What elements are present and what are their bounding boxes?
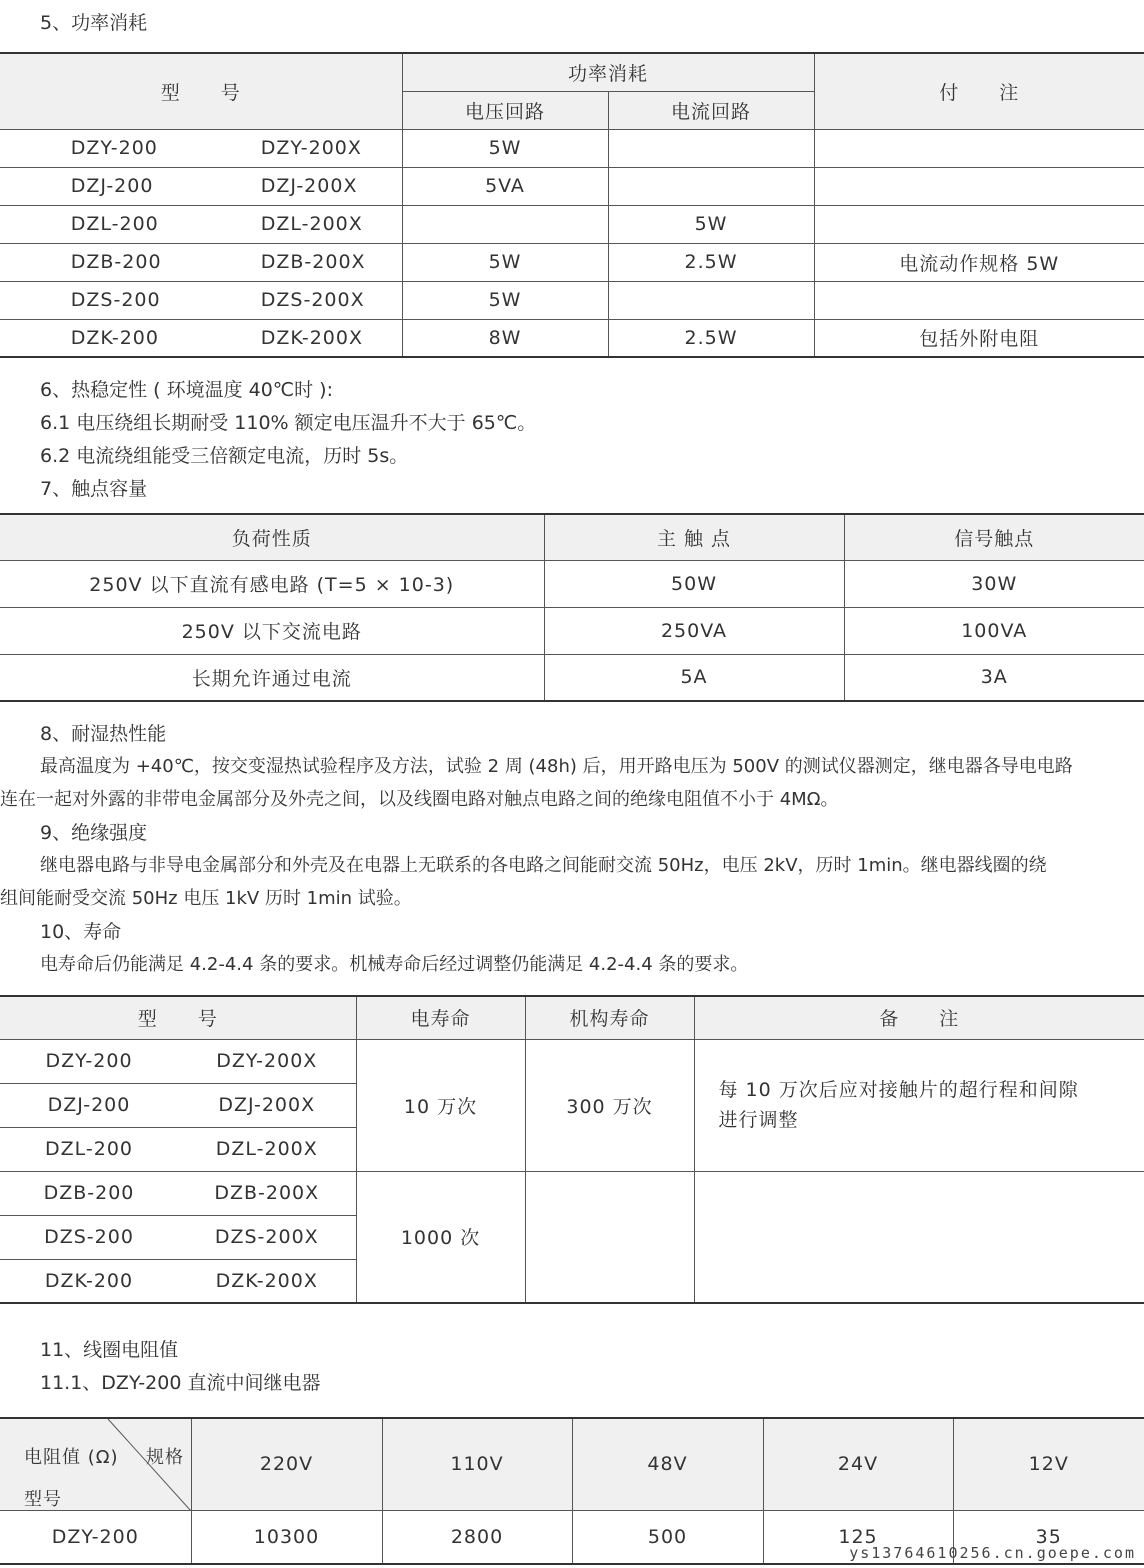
voltage-cell: 5W <box>402 281 608 319</box>
section-8-paragraph-line-2: 连在一起对外露的非带电金属部分及外壳之间，以及线圈电路对触点电路之间的绝缘电阻值不小于 4MΩ。 <box>0 789 839 810</box>
header-power: 功率消耗 <box>402 53 814 91</box>
model-b-cell: DZJ-200X <box>178 1083 356 1127</box>
section-9-paragraph-line-2: 组间能耐受交流 50Hz 电压 1kV 历时 1min 试验。 <box>0 888 412 909</box>
note-cell: 包括外附电阻 <box>814 319 1144 357</box>
header-current-circuit: 电流回路 <box>608 91 814 129</box>
value-cell: 125 <box>763 1510 953 1564</box>
table-row <box>0 281 1144 319</box>
header-mechanical-life: 机构寿命 <box>525 996 694 1039</box>
note-cell <box>814 167 1144 205</box>
model-b-cell: DZB-200X <box>178 1171 356 1215</box>
section-9-paragraph-line-1: 继电器电路与非导电金属部分和外壳及在电器上无联系的各电路之间能耐交流 50Hz，电压 2kV，历时 1min。继电器线圈的绕 <box>40 855 1047 876</box>
table-row <box>0 1171 1144 1215</box>
section-9-title: 9、绝缘强度 <box>40 822 148 844</box>
table-row <box>0 560 1144 607</box>
corner-model-label: 型号 <box>24 1489 62 1510</box>
mechanical-life-cell <box>525 1171 694 1303</box>
current-cell: 5W <box>608 205 814 243</box>
current-cell: 2.5W <box>608 243 814 281</box>
value-cell: 10300 <box>191 1510 382 1564</box>
remarks-cell <box>694 1039 1144 1171</box>
remarks-line-2: 进行调整 <box>718 1109 799 1131</box>
section-11-title: 11、线圈电阻值 <box>40 1339 179 1361</box>
corner-resistance-label: 电阻值 (Ω) <box>24 1447 119 1468</box>
voltage-cell: 5VA <box>402 167 608 205</box>
header-model: 型 号 <box>0 996 356 1039</box>
voltage-cell <box>402 205 608 243</box>
section-10-paragraph: 电寿命后仍能满足 4.2-4.4 条的要求。机械寿命后经过调整仍能满足 4.2-4.4 条的要求。 <box>40 954 749 975</box>
note-cell: 电流动作规格 5W <box>814 243 1144 281</box>
mechanical-life-cell: 300 万次 <box>525 1039 694 1171</box>
spec-24v: 24V <box>763 1418 953 1510</box>
model-cell: DZY-200 DZY-200X <box>0 129 402 167</box>
value-cell: 2800 <box>382 1510 572 1564</box>
model-cell: DZL-200 DZL-200X <box>0 205 402 243</box>
watermark: ys13764610256.cn.goepe.com <box>849 1544 1136 1562</box>
model-b-cell: DZK-200X <box>178 1259 356 1303</box>
model-a-cell: DZB-200 <box>0 1171 178 1215</box>
corner-spec-label: 规格 <box>146 1447 184 1468</box>
lifetime-table <box>0 995 1144 1304</box>
current-cell <box>608 281 814 319</box>
section-6-title: 6、热稳定性 ( 环境温度 40℃时 ): <box>40 379 333 401</box>
section-6-line-1: 6.1 电压绕组长期耐受 110% 额定电压温升不大于 65℃。 <box>40 412 537 434</box>
current-cell <box>608 167 814 205</box>
signal-cell: 30W <box>844 560 1144 607</box>
table-row <box>0 243 1144 281</box>
header-note: 付 注 <box>814 53 1144 129</box>
load-cell: 250V 以下交流电路 <box>0 607 544 654</box>
current-cell: 2.5W <box>608 319 814 357</box>
model-b-cell: DZL-200X <box>178 1127 356 1171</box>
spec-110v: 110V <box>382 1418 572 1510</box>
signal-cell: 100VA <box>844 607 1144 654</box>
spec-48v: 48V <box>572 1418 763 1510</box>
header-model: 型 号 <box>0 53 402 129</box>
section-5-title: 5、功率消耗 <box>40 12 148 34</box>
load-cell: 长期允许通过电流 <box>0 654 544 701</box>
signal-cell: 3A <box>844 654 1144 701</box>
spec-220v: 220V <box>191 1418 382 1510</box>
model-cell: DZK-200 DZK-200X <box>0 319 402 357</box>
voltage-cell: 8W <box>402 319 608 357</box>
main-cell: 5A <box>544 654 844 701</box>
model-cell: DZY-200 <box>0 1510 191 1564</box>
header-remarks: 备 注 <box>694 996 1144 1039</box>
voltage-cell: 5W <box>402 243 608 281</box>
model-cell: DZS-200 DZS-200X <box>0 281 402 319</box>
model-a-cell: DZY-200 <box>0 1039 178 1083</box>
model-a-cell: DZJ-200 <box>0 1083 178 1127</box>
table-row <box>0 1039 1144 1083</box>
header-signal-contact: 信号触点 <box>844 514 1144 560</box>
value-cell: 500 <box>572 1510 763 1564</box>
power-consumption-table <box>0 52 1144 358</box>
table-row <box>0 319 1144 357</box>
model-cell: DZJ-200 DZJ-200X <box>0 167 402 205</box>
current-cell <box>608 129 814 167</box>
remarks-line-1: 每 10 万次后应对接触片的超行程和间隙 <box>718 1079 1079 1101</box>
header-electrical-life: 电寿命 <box>356 996 525 1039</box>
section-8-paragraph-line-1: 最高温度为 +40℃，按交变湿热试验程序及方法，试验 2 周 (48h) 后，用开路电压为 500V 的测试仪器测定，继电器各导电电路 <box>40 756 1073 777</box>
voltage-cell: 5W <box>402 129 608 167</box>
diagonal-corner-cell <box>0 1418 191 1510</box>
main-cell: 250VA <box>544 607 844 654</box>
table-row <box>0 129 1144 167</box>
section-10-title: 10、寿命 <box>40 921 122 943</box>
header-main-contact: 主 触 点 <box>544 514 844 560</box>
model-b-cell: DZS-200X <box>178 1215 356 1259</box>
section-6-line-2: 6.2 电流绕组能受三倍额定电流，历时 5s。 <box>40 445 409 467</box>
value-cell: 35 <box>953 1510 1144 1564</box>
section-7-title: 7、触点容量 <box>40 478 148 500</box>
header-voltage-circuit: 电压回路 <box>402 91 608 129</box>
table-row <box>0 205 1144 243</box>
note-cell <box>814 129 1144 167</box>
model-a-cell: DZK-200 <box>0 1259 178 1303</box>
note-cell <box>814 205 1144 243</box>
table-row <box>0 607 1144 654</box>
header-load-type: 负荷性质 <box>0 514 544 560</box>
table-row <box>0 167 1144 205</box>
model-a-cell: DZL-200 <box>0 1127 178 1171</box>
note-cell <box>814 281 1144 319</box>
model-a-cell: DZS-200 <box>0 1215 178 1259</box>
remarks-cell <box>694 1171 1144 1303</box>
main-cell: 50W <box>544 560 844 607</box>
section-11-subtitle: 11.1、DZY-200 直流中间继电器 <box>40 1372 321 1394</box>
electrical-life-cell: 1000 次 <box>356 1171 525 1303</box>
contact-capacity-table <box>0 513 1144 702</box>
model-b-cell: DZY-200X <box>178 1039 356 1083</box>
electrical-life-cell: 10 万次 <box>356 1039 525 1171</box>
spec-12v: 12V <box>953 1418 1144 1510</box>
coil-resistance-table <box>0 1417 1144 1565</box>
table-row <box>0 654 1144 701</box>
section-8-title: 8、耐湿热性能 <box>40 723 167 745</box>
model-cell: DZB-200 DZB-200X <box>0 243 402 281</box>
load-cell: 250V 以下直流有感电路 (T=5 × 10-3) <box>0 560 544 607</box>
